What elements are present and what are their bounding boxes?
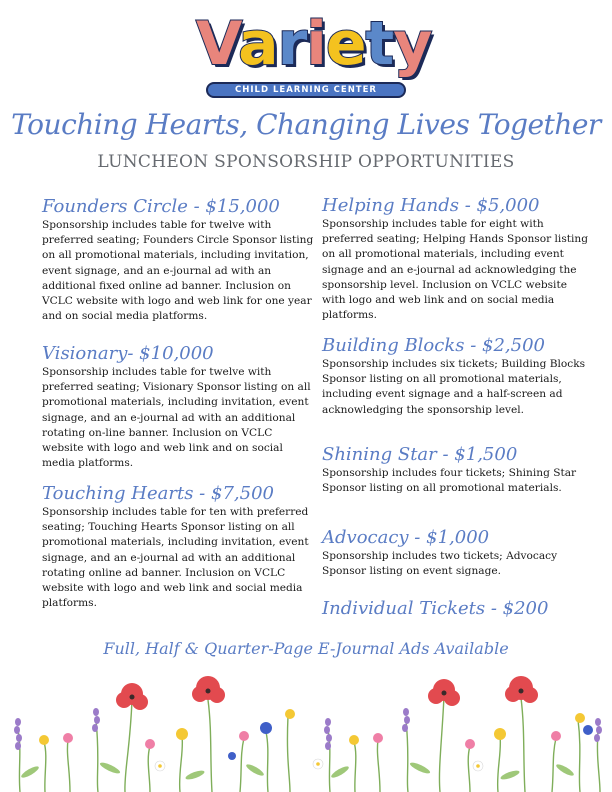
tier-title: Visionary- $10,000 [42,343,214,364]
tier-description: Sponsorship includes four tickets; Shining Star Sponsor listing on all promotional materials. [322,467,577,495]
tier-title: Individual Tickets - $200 [322,598,549,619]
logo-letter: a [238,9,278,79]
logo-subtitle: CHILD LEARNING CENTER [206,82,406,98]
logo-wordmark [196,9,432,79]
tier-title: Advocacy - $1,000 [322,527,490,548]
wildflower-border [0,660,612,792]
page-title: LUNCHEON SPONSORSHIP OPPORTUNITIES [97,152,515,172]
logo-letter: r [277,9,307,79]
tier-description: Sponsorship includes table for ten with preferred seating; Touching Hearts Sponsor listing on all promotional materials, including invitation, event signage, and an e-journal ad with an additional rotating online ad banner. Inclusion on VCLC website with logo and web link and social media platforms. [42,506,309,610]
tier-advocacy [322,527,588,579]
tier-title: Building Blocks - $2,500 [322,335,546,356]
tier-description: Sponsorship includes six tickets; Building Blocks Sponsor listing on all promotional materials, including event signage and a half-screen ad acknowledging the sponsorship level. [322,358,586,416]
tier-founders-circle [42,196,314,324]
tier-title: Founders Circle - $15,000 [42,196,280,217]
tier-visionary [42,343,314,471]
logo-letter: i [306,9,326,79]
logo-letter: V [196,9,239,79]
tagline: Touching Hearts, Changing Lives Together [11,108,601,141]
tier-touching-hearts [42,483,314,611]
tier-title: Helping Hands - $5,000 [322,195,540,216]
tier-description: Sponsorship includes two tickets; Advocacy Sponsor listing on event signage. [322,550,558,578]
tier-building-blocks [322,335,588,418]
logo-letter: t [365,9,394,79]
tier-helping-hands [322,195,588,323]
tier-individual-tickets [322,598,588,620]
tier-shining-star [322,444,588,496]
variety-logo [196,9,432,102]
ads-available-note: Full, Half & Quarter-Page E-Journal Ads Available [103,639,509,658]
tier-title: Touching Hearts - $7,500 [42,483,274,504]
tier-title: Shining Star - $1,500 [322,444,518,465]
tier-description: Sponsorship includes table for twelve with preferred seating; Visionary Sponsor listing on all promotional materials, including invitation, event signage, and an e-journal ad with an additional rotating on-line banner. Inclusion on VCLC website with logo and web link and on social media platforms. [42,366,311,470]
tier-description: Sponsorship includes table for eight with preferred seating; Helping Hands Sponsor listing on all promotional materials, including event signage and an e-journal ad acknowledging the sponsorship level. Inclusion on VCLC website with logo and web link and on social media platforms. [322,218,589,322]
logo-letter: e [325,9,366,79]
logo-letter: y [393,9,432,79]
tier-description: Sponsorship includes table for twelve with preferred seating; Founders Circle Sponsor listing on all promotional materials, including invitation, event signage, and an e-journal ad with an additional fixed online ad banner. Inclusion on VCLC website with logo and web link for one year and on social media platforms. [42,219,314,323]
